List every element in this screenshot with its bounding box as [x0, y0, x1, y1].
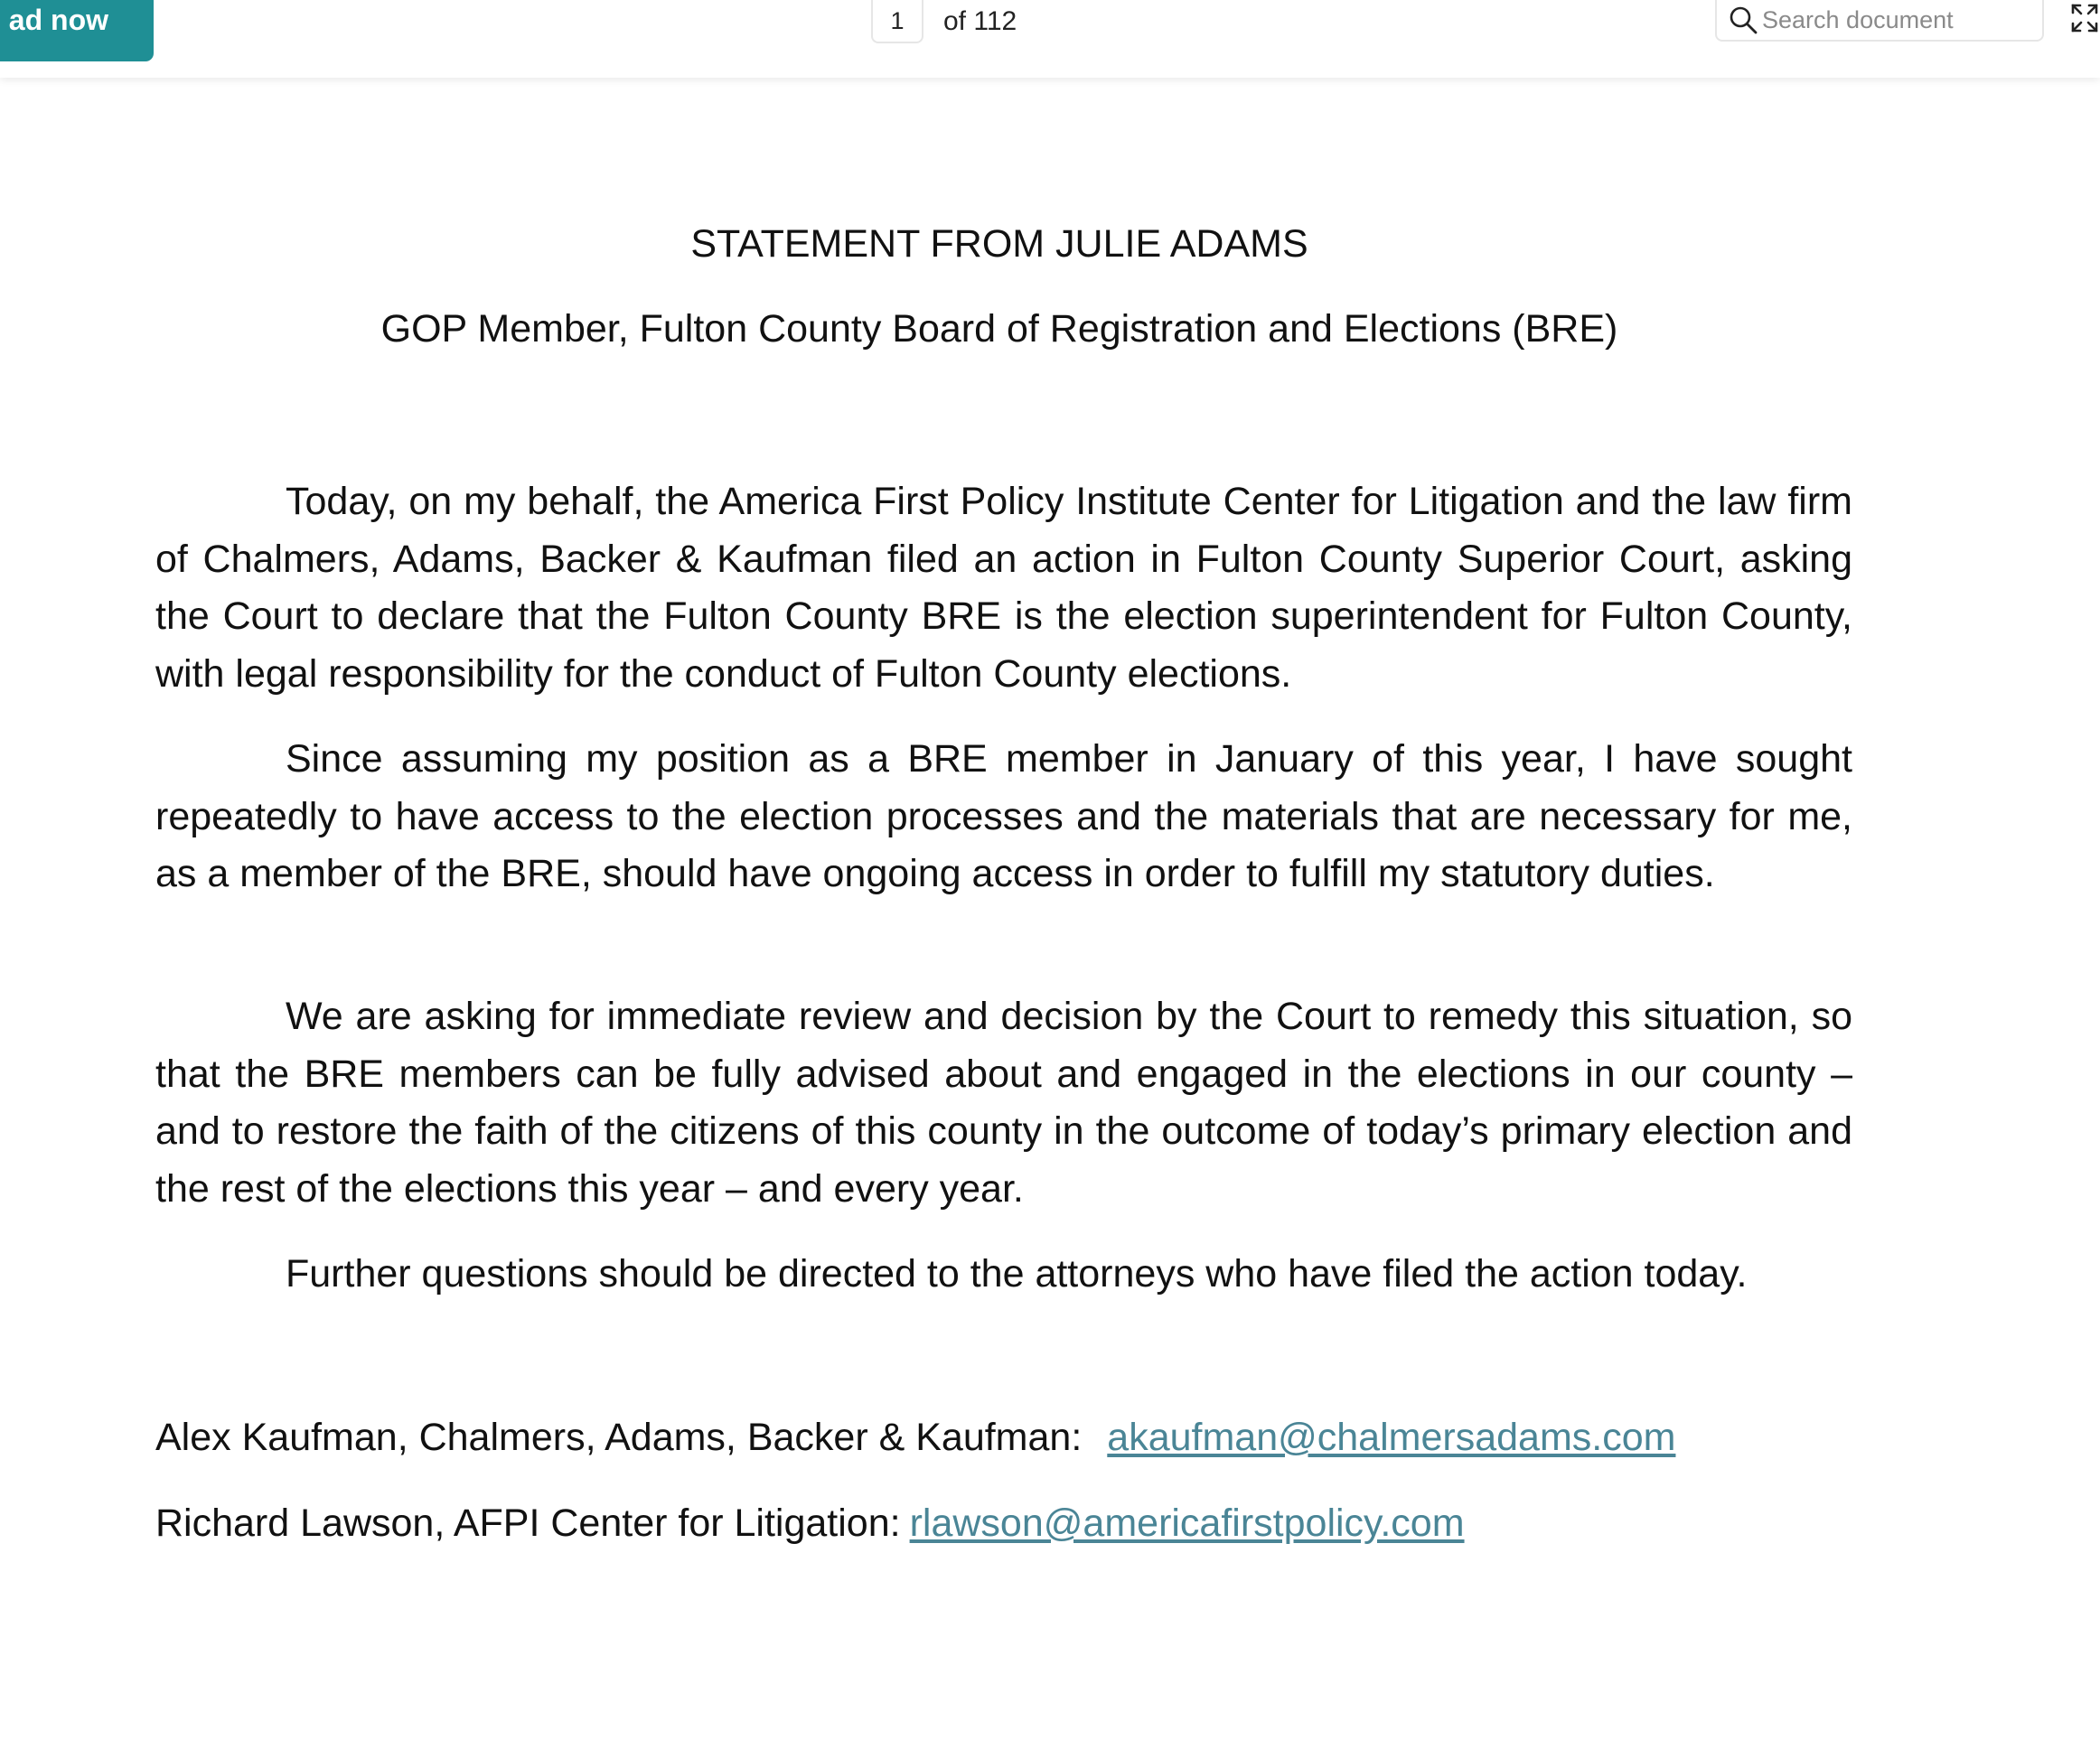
download-now-button[interactable]: ad now	[0, 0, 154, 61]
viewer-toolbar	[0, 0, 2100, 78]
page-total-label: of 112	[943, 6, 1017, 36]
page-navigation	[871, 0, 1017, 43]
contact-label: Richard Lawson, AFPI Center for Litigation:	[155, 1501, 901, 1545]
document-subtitle: GOP Member, Fulton County Board of Registration and Elections (BRE)	[380, 307, 1618, 351]
page-number-input[interactable]	[871, 0, 923, 43]
paragraph: Today, on my behalf, the America First Policy Institute Center for Litigation and the law firm of Chalmers, Adams, Backer & Kaufman filed an action in Fulton County Superior Court, asking the Court to declare that the Fulton County BRE is the election superintendent for Fulton County, with legal responsibility for the conduct of Fulton County elections.	[155, 480, 1852, 696]
contact-email-link[interactable]: akaufman@chalmersadams.com	[1107, 1416, 1676, 1459]
search-box[interactable]	[1715, 0, 2044, 42]
paragraph: We are asking for immediate review and decision by the Court to remedy this situation, so that the BRE members can be fully advised about and engaged in the elections in our county – and to restore the faith of the citizens of this county in the outcome of today’s primary election and the rest of the elections this year – and every year.	[155, 995, 1852, 1211]
contact-line	[155, 1416, 1675, 1460]
search-icon	[1728, 5, 1758, 35]
contact-label: Alex Kaufman, Chalmers, Adams, Backer & Kaufman:	[155, 1416, 1083, 1459]
contact-email-link[interactable]: rlawson@americafirstpolicy.com	[909, 1501, 1465, 1545]
fullscreen-icon[interactable]	[2069, 2, 2100, 34]
document-page	[0, 78, 2100, 1740]
document-title: STATEMENT FROM JULIE ADAMS	[690, 222, 1308, 266]
paragraph: Since assuming my position as a BRE member in January of this year, I have sought repeatedly to have access to the election processes and the materials that are necessary for me, as a member of the BRE, should have ongoing access in order to fulfill my statutory duties.	[155, 737, 1852, 895]
paragraph: Further questions should be directed to the attorneys who have filed the action today.	[286, 1252, 1748, 1296]
search-input[interactable]	[1760, 5, 2035, 35]
contact-line	[155, 1501, 1465, 1546]
